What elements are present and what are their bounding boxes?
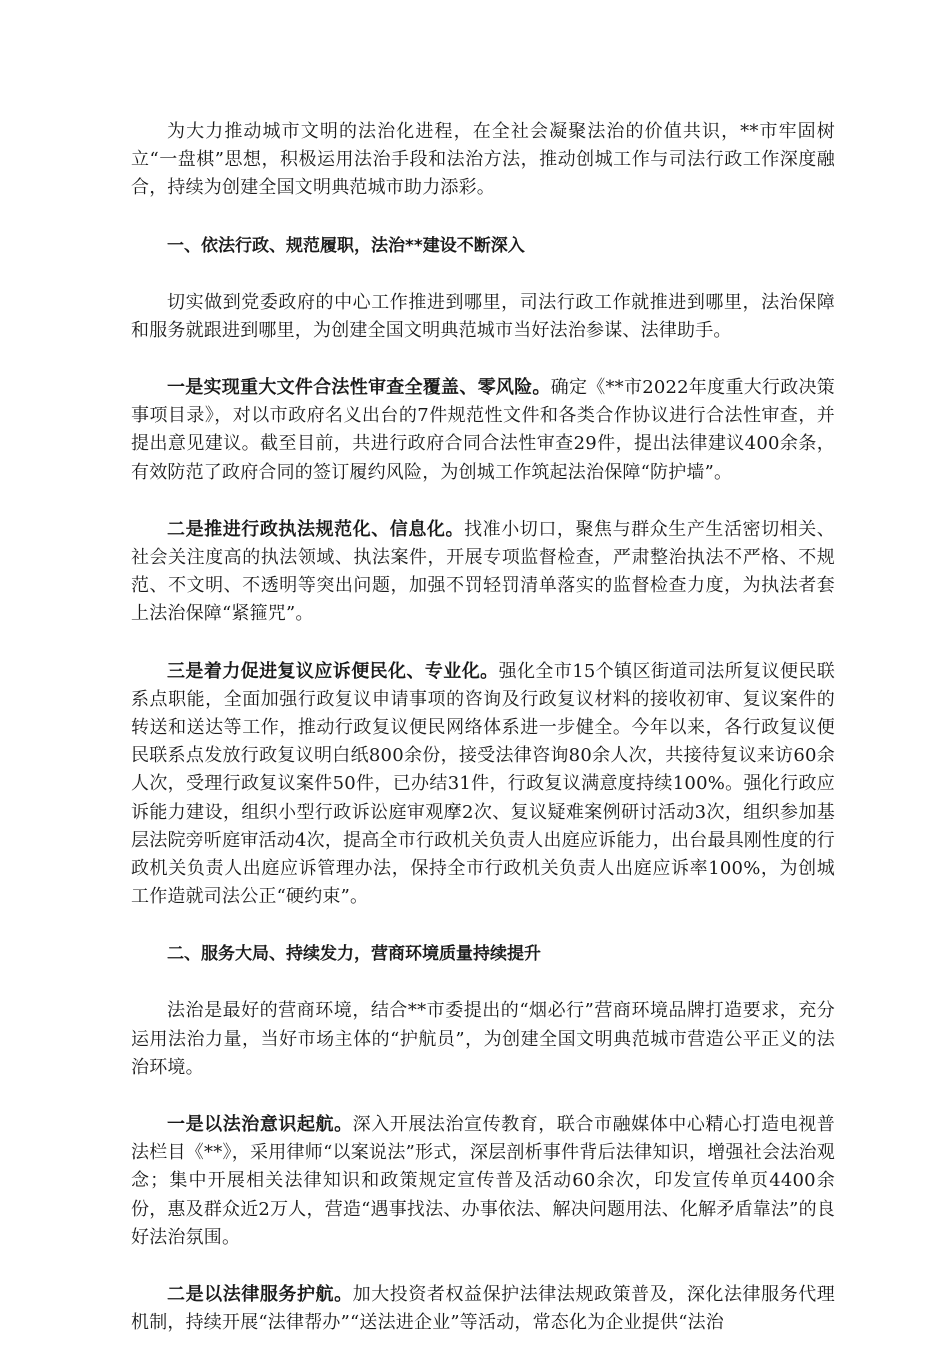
section-1-item-2-lead: 二是推进行政执法规范化、信息化。 — [167, 518, 465, 540]
intro-paragraph: 为大力推动城市文明的法治化进程，在全社会凝聚法治的价值共识，**市牢固树立“一盘棋”思想，积极运用法治手段和法治方法，推动创城工作与司法行政工作深度融合，持续为创建全国文明典范城市助力添彩。 — [131, 121, 835, 199]
section-2-item-2 — [131, 1281, 835, 1337]
section-2-item-1-lead: 一是以法治意识起航。 — [167, 1114, 353, 1136]
section-1-item-1-lead: 一是实现重大文件合法性审查全覆盖、零风险。 — [167, 377, 551, 399]
section-2-item-1 — [131, 1111, 835, 1252]
section-2-item-2-lead: 二是以法律服务护航。 — [167, 1284, 353, 1306]
section-1-item-3-lead: 三是着力促进复议应诉便民化、专业化。 — [167, 660, 499, 682]
document-page — [131, 118, 835, 1367]
section-1-item-1-body: 确定《**市2022年度重大行政决策事项目录》，对以市政府名义出台的7件规范性文件和各类合作协议进行合法性审查，并提出意见建议。截至目前，共进行政府合同合法性审查29件，提出法律建议400余条，有效防范了政府合同的签订履约风险，为创城工作筑起法治保障“防护墙”。 — [131, 377, 835, 483]
section-2-intro: 法治是最好的营商环境，结合**市委提出的“烟必行”营商环境品牌打造要求，充分运用法治力量，当好市场主体的“护航员”，为创建全国文明典范城市营造公平正义的法治环境。 — [131, 1000, 835, 1078]
section-1-item-1 — [131, 374, 835, 487]
section-2-item-1-body: 深入开展法治宣传教育，联合市融媒体中心精心打造电视普法栏目《**》，采用律师“以案说法”形式，深层剖析事件背后法律知识，增强社会法治观念；集中开展相关法律知识和政策规定宣传普及活动60余次，印发宣传单页4400余份，惠及群众近2万人，营造“遇事找法、办事依法、解决问题用法、化解矛盾靠法”的良好法治氛围。 — [131, 1114, 835, 1248]
section-1-item-3 — [131, 658, 835, 912]
section-1-heading: 一、依法行政、规范履职，法治**建设不断深入 — [167, 235, 525, 256]
section-1-intro: 切实做到党委政府的中心工作推进到哪里，司法行政工作就推进到哪里，法治保障和服务就跟进到哪里，为创建全国文明典范城市当好法治参谋、法律助手。 — [131, 291, 835, 341]
section-1-item-2-body: 找准小切口，聚焦与群众生产生活密切相关、社会关注度高的执法领域、执法案件，开展专项监督检查，严肃整治执法不严格、不规范、不文明、不透明等突出问题，加强不罚轻罚清单落实的监督检查力度，为执法者套上法治保障“紧箍咒”。 — [131, 518, 836, 625]
section-1-item-3-body: 强化全市15个镇区街道司法所复议便民联系点职能，全面加强行政复议申请事项的咨询及行政复议材料的接收初审、复议案件的转送和送达等工作，推动行政复议便民网络体系进一步健全。今年以来，各行政复议便民联系点发放行政复议明白纸800余份，接受法律咨询80余人次，共接待复议来访60余人次，受理行政复议案件50件，已办结31件，行政复议满意度持续100%。强化行政应诉能力建设，组织小型行政诉讼庭审观摩2次、复议疑难案例研讨活动3次，组织参加基层法院旁听庭审活动4次，提高全市行政机关负责人出庭应诉能力，出台最具刚性度的行政机关负责人出庭应诉管理办法，保持全市行政机关负责人出庭应诉率100%，为创城工作造就司法公正“硬约束”。 — [131, 660, 835, 908]
section-2-item-2-body: 加大投资者权益保护法律法规政策普及，深化法律服务代理机制，持续开展“法律帮办”“送法进企业”等活动，常态化为企业提供“法治 — [131, 1284, 835, 1334]
section-1-item-2 — [131, 516, 835, 629]
section-2-heading: 二、服务大局、持续发力，营商环境质量持续提升 — [167, 944, 541, 965]
